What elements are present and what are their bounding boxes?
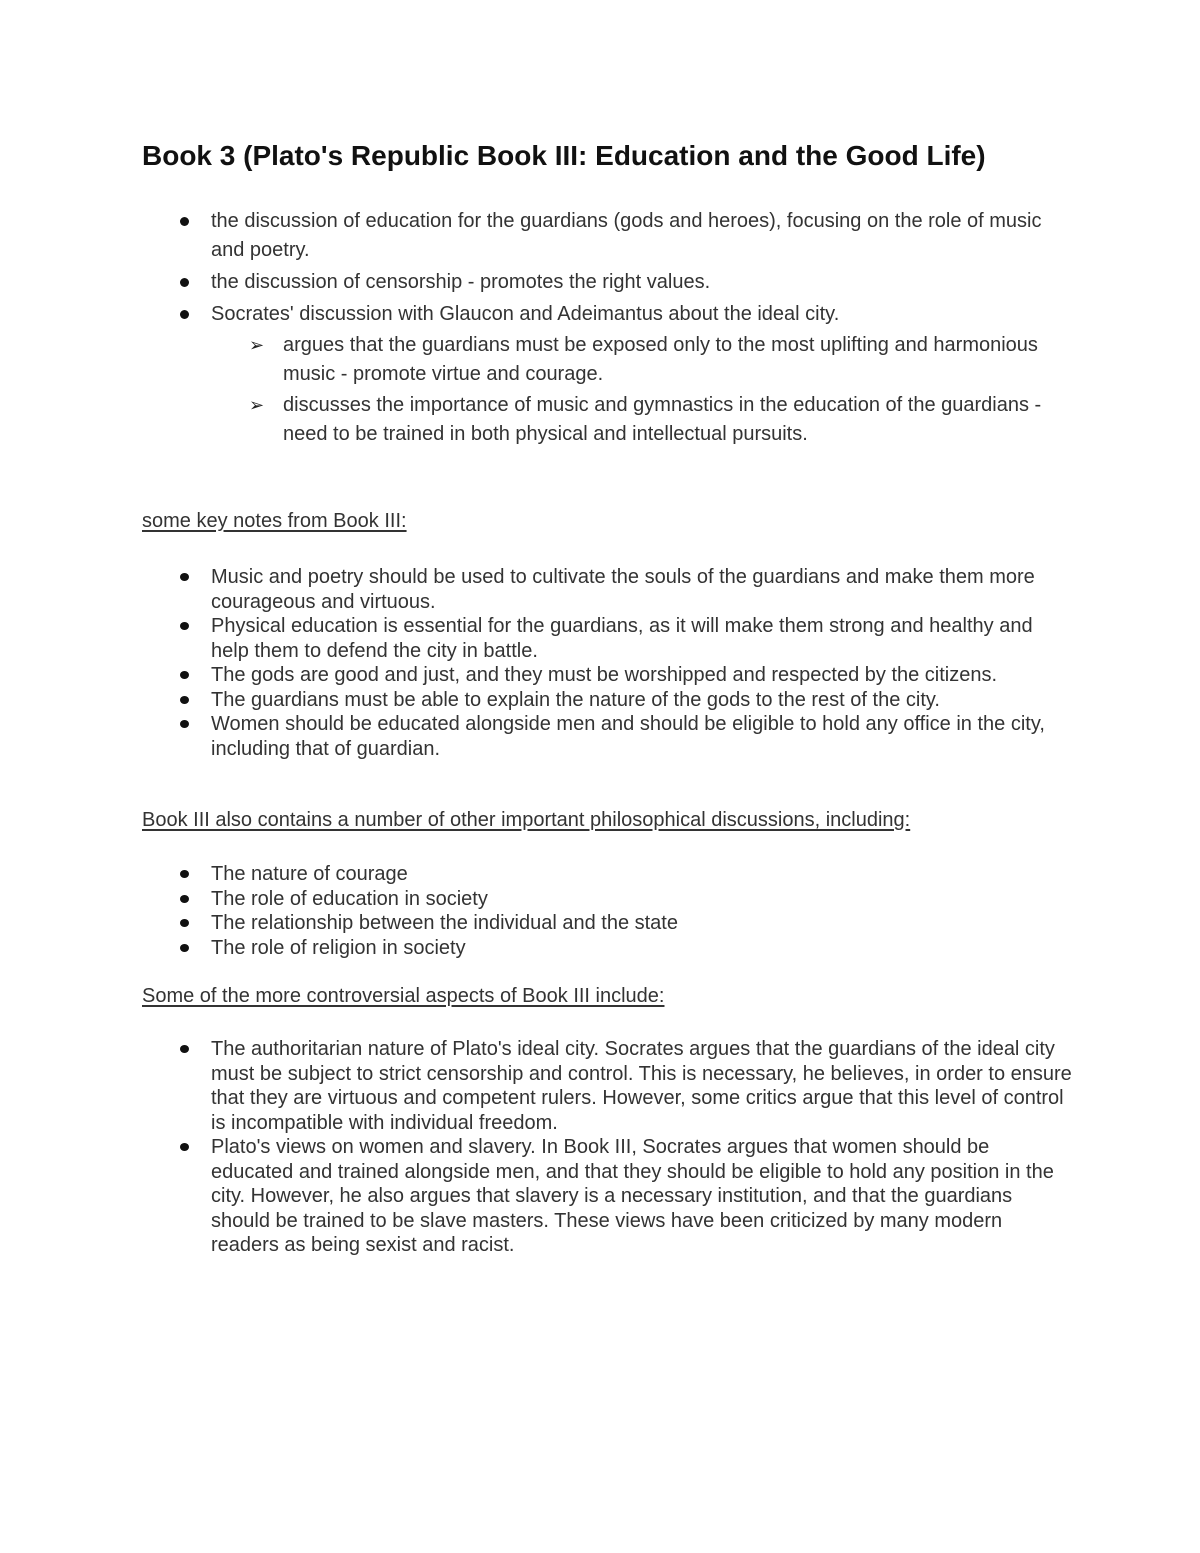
controversial-heading: Some of the more controversial aspects of Book III include: xyxy=(142,985,665,1007)
sublist-item xyxy=(211,391,1072,449)
list-item xyxy=(142,911,1072,936)
list-item-text: Socrates' discussion with Glaucon and Adeimantus about the ideal city. xyxy=(211,303,840,325)
bullet-icon xyxy=(180,217,189,226)
bullet-icon xyxy=(180,671,189,679)
intro-sublist xyxy=(211,331,1072,449)
list-item xyxy=(142,565,1072,614)
intro-list xyxy=(142,207,1072,452)
sublist-item-text: argues that the guardians must be exposed only to the most uplifting and harmonious music - promote virtue and courage. xyxy=(283,334,1038,385)
bullet-icon xyxy=(180,622,189,630)
list-item xyxy=(142,936,1072,961)
bullet-icon xyxy=(180,1045,189,1053)
bullet-icon xyxy=(180,278,189,287)
sublist-item xyxy=(211,331,1072,389)
bullet-icon xyxy=(180,720,189,728)
list-item-text: The role of education in society xyxy=(211,887,488,910)
list-item xyxy=(142,663,1072,688)
key-notes-list xyxy=(142,565,1072,761)
list-item-text: the discussion of education for the guardians (gods and heroes), focusing on the role of music and poetry. xyxy=(211,210,1042,261)
list-item xyxy=(142,207,1072,265)
list-item-text: The guardians must be able to explain the nature of the gods to the rest of the city. xyxy=(211,688,940,711)
key-notes-heading: some key notes from Book III: xyxy=(142,510,407,532)
list-item-text: The authoritarian nature of Plato's ideal city. Socrates argues that the guardians of the ideal city must be subject to strict censorship and control. This is necessary, he believes, in order to ensure that they are virtuous and competent rulers. However, some critics argue that this level of control is incompatible with individual freedom. xyxy=(211,1038,1072,1134)
list-item xyxy=(142,268,1072,297)
bullet-icon xyxy=(180,895,189,903)
list-item-text: Physical education is essential for the guardians, as it will make them strong and healthy and help them to defend the city in battle. xyxy=(211,615,1033,662)
page-title: Book 3 (Plato's Republic Book III: Education and the Good Life) xyxy=(142,140,986,171)
list-item-text: The gods are good and just, and they must be worshipped and respected by the citizens. xyxy=(211,664,998,686)
bullet-icon xyxy=(180,573,189,581)
list-item-text: the discussion of censorship - promotes the right values. xyxy=(211,271,711,293)
bullet-icon xyxy=(180,919,189,927)
discussions-heading: Book III also contains a number of other important philosophical discussions, including: xyxy=(142,809,911,831)
list-item-text: The role of religion in society xyxy=(211,936,466,959)
list-item xyxy=(142,1037,1072,1135)
bullet-icon xyxy=(180,696,189,704)
list-item xyxy=(142,614,1072,663)
controversial-list xyxy=(142,1037,1072,1258)
list-item-text: Women should be educated alongside men and should be eligible to hold any office in the city, including that of guardian. xyxy=(211,713,1045,760)
discussions-list xyxy=(142,862,1072,960)
list-item xyxy=(142,1135,1072,1258)
arrow-bullet-icon: ➢ xyxy=(249,335,265,355)
list-item xyxy=(142,688,1072,713)
bullet-icon xyxy=(180,944,189,952)
list-item xyxy=(142,862,1072,887)
list-item xyxy=(142,300,1072,449)
list-item xyxy=(142,712,1072,761)
list-item xyxy=(142,887,1072,912)
bullet-icon xyxy=(180,1143,189,1151)
list-item-text: Music and poetry should be used to cultivate the souls of the guardians and make them more courageous and virtuous. xyxy=(211,566,1035,613)
list-item-text: Plato's views on women and slavery. In Book III, Socrates argues that women should be educated and trained alongside men, and that they should be eligible to hold any position in the city. However, he also argues that slavery is a necessary institution, and that the guardians should be trained to be slave masters. These views have been criticized by many modern readers as being sexist and racist. xyxy=(211,1136,1054,1256)
bullet-icon xyxy=(180,870,189,878)
list-item-text: The relationship between the individual and the state xyxy=(211,912,678,934)
arrow-bullet-icon: ➢ xyxy=(249,395,265,415)
bullet-icon xyxy=(180,310,189,319)
sublist-item-text: discusses the importance of music and gymnastics in the education of the guardians - need to be trained in both physical and intellectual pursuits. xyxy=(283,394,1042,445)
list-item-text: The nature of courage xyxy=(211,863,408,885)
